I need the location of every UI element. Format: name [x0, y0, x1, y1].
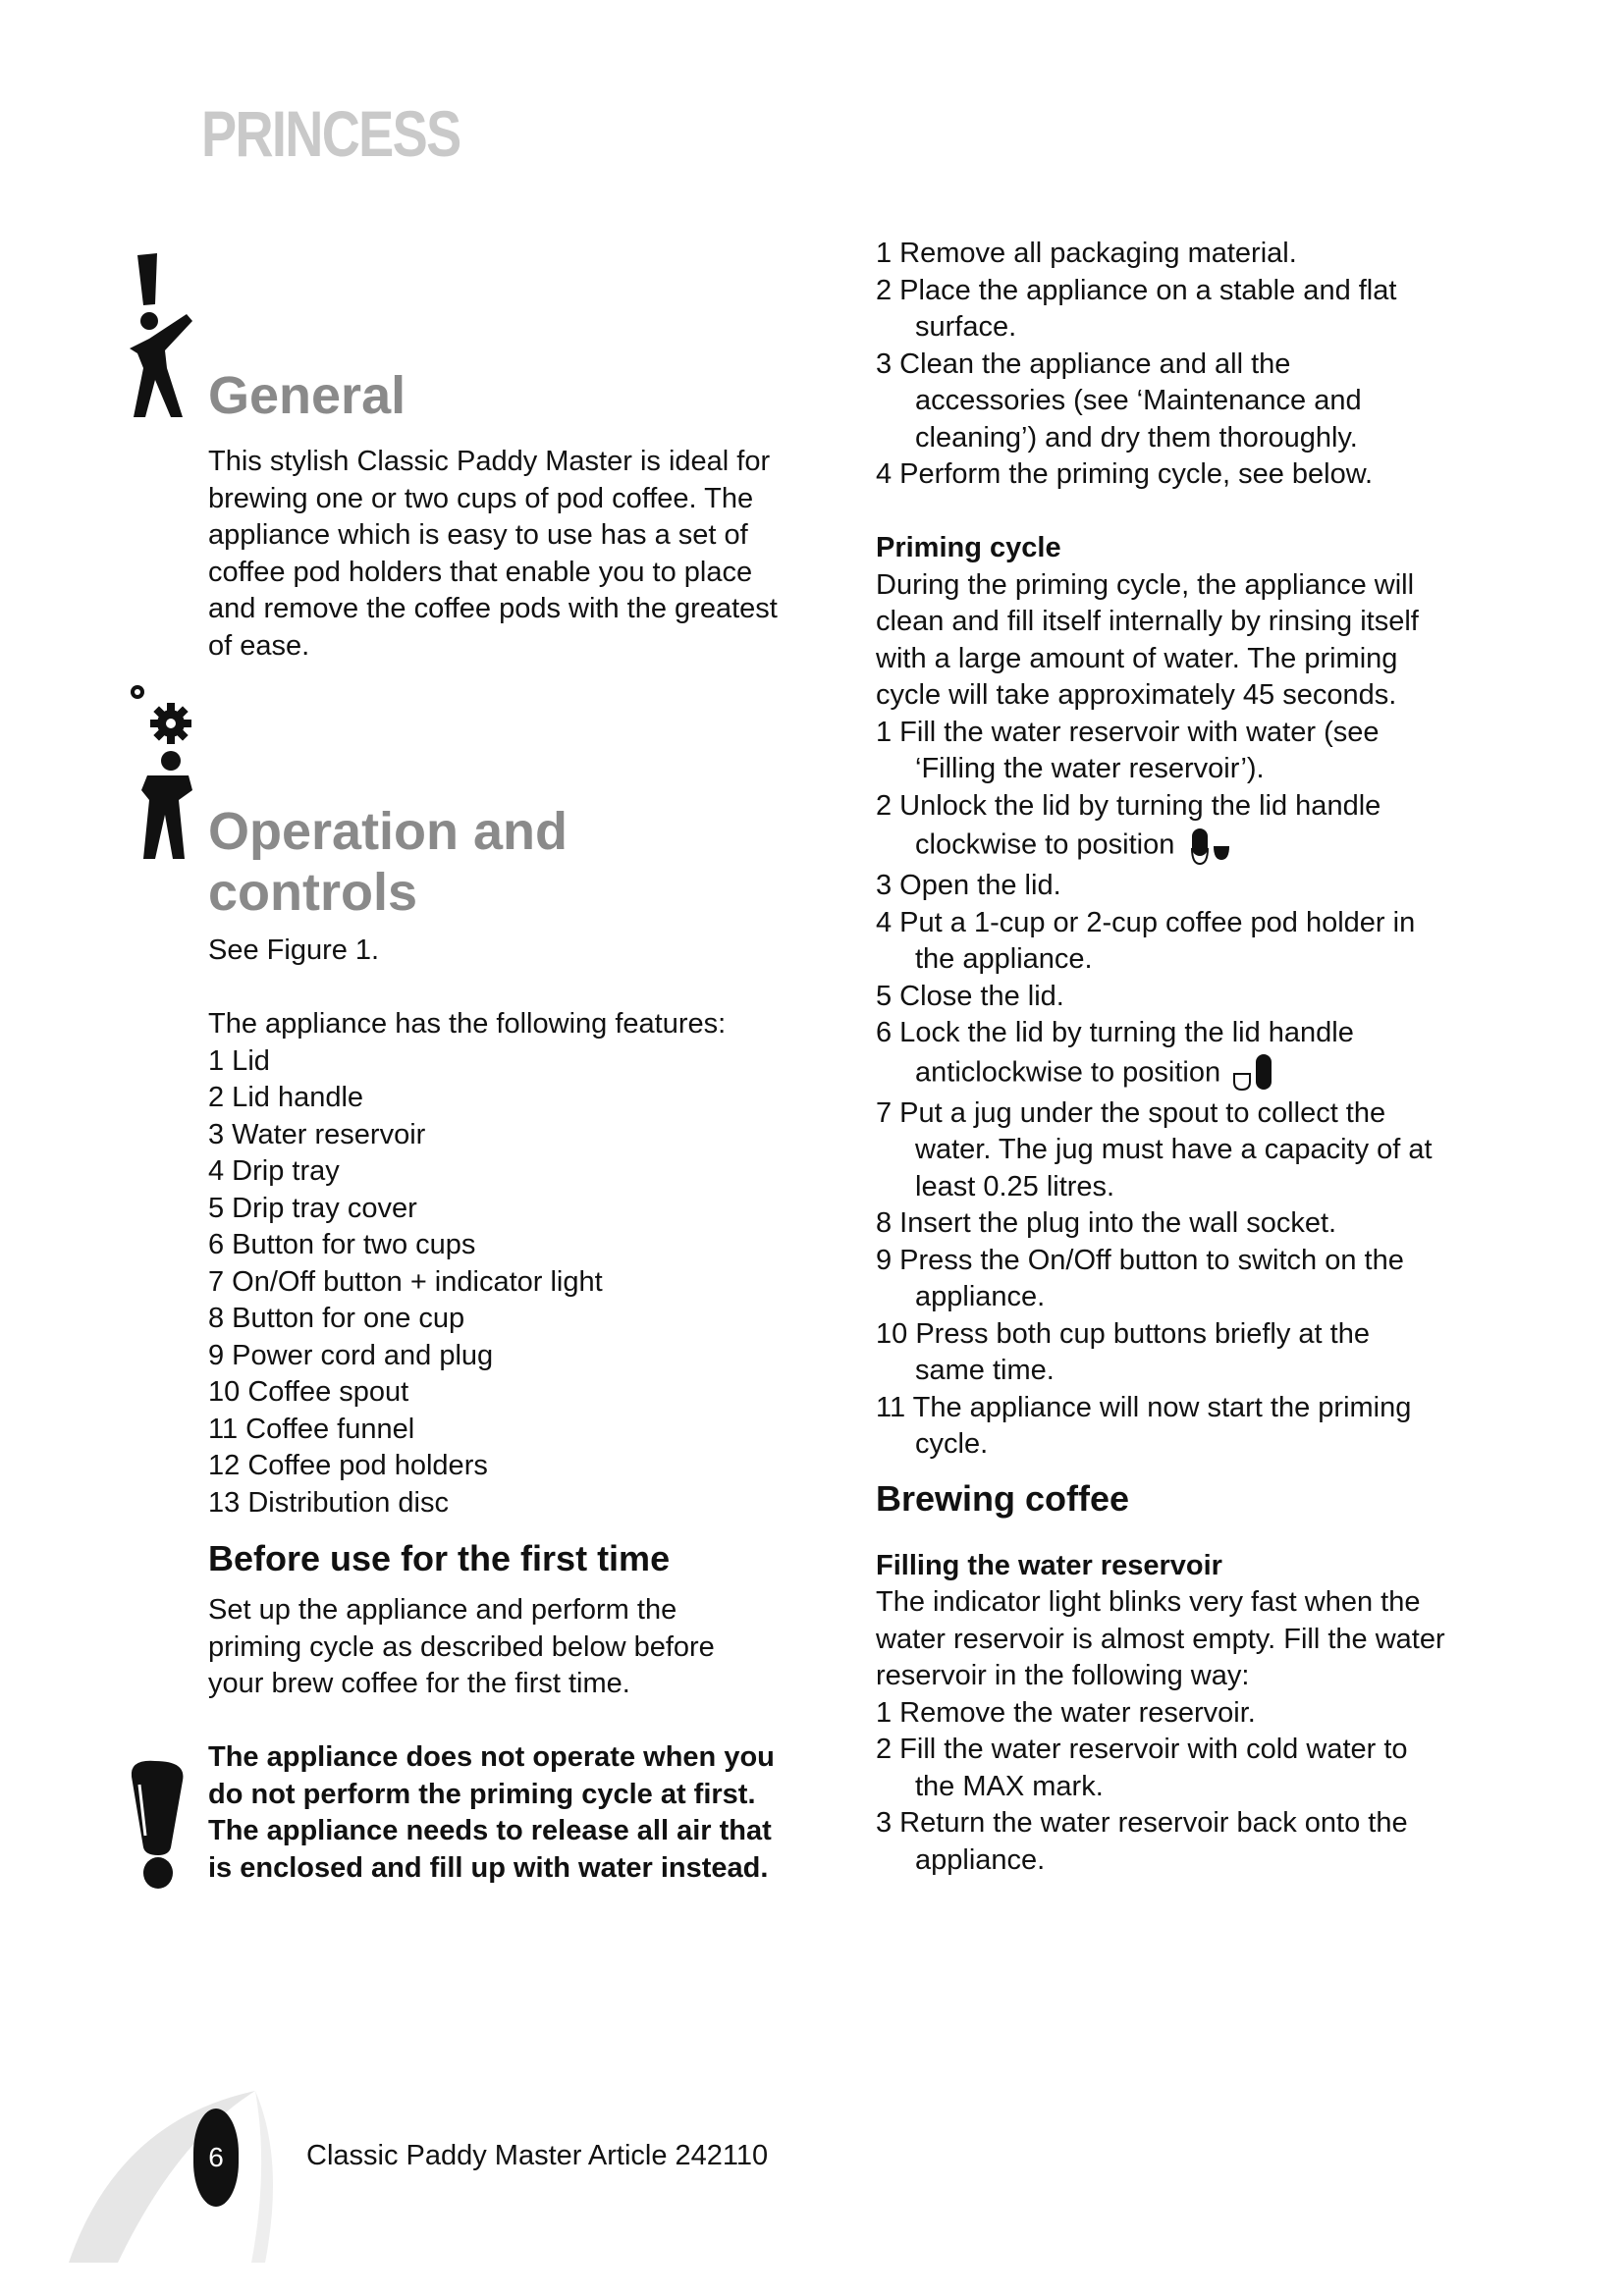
list-item: 7 Put a jug under the spout to collect the water. The jug must have a capacity of at least 0.25 litres.	[876, 1096, 1433, 1202]
list-item: 4 Perform the priming cycle, see below.	[876, 458, 1374, 490]
list-item: 1 Lid	[208, 1044, 270, 1077]
filling-heading: Filling the water reservoir	[876, 1549, 1222, 1581]
operation-section	[208, 801, 778, 1887]
features-intro: The appliance has the following features:	[208, 1008, 727, 1040]
list-item: 4 Drip tray	[208, 1155, 340, 1187]
warning-text: The appliance does not operate when you do not perform the priming cycle at first. The appliance needs to release all air that is enclosed and fill up with water instead.	[208, 1741, 775, 1884]
operation-figure-icon	[128, 682, 206, 859]
filling-steps	[876, 1695, 1445, 1880]
list-item: 10 Coffee spout	[208, 1376, 409, 1408]
list-item: 2 Fill the water reservoir with cold water to the MAX mark.	[876, 1734, 1408, 1802]
list-item: 1 Remove all packaging material.	[876, 238, 1297, 269]
list-item: 9 Power cord and plug	[208, 1339, 494, 1371]
list-item: 1 Fill the water reservoir with water (see ‘Filling the water reservoir’).	[876, 716, 1380, 784]
list-item: 3 Clean the appliance and all the accessories (see ‘Maintenance and cleaning’) and dry them thoroughly.	[876, 347, 1362, 454]
priming-steps	[876, 715, 1445, 1464]
list-item: 5 Close the lid.	[876, 980, 1064, 1012]
list-item: 10 Press both cup buttons briefly at the same time.	[876, 1317, 1370, 1386]
attention-figure-icon	[128, 250, 206, 417]
setup-steps	[876, 236, 1445, 494]
general-body: This stylish Classic Paddy Master is ideal for brewing one or two cups of pod coffee. The appliance which is easy to use has a set of coffee pod holders that enable you to place and remove the coffee pods with the greatest of ease.	[208, 446, 778, 662]
list-item: 11 Coffee funnel	[208, 1413, 415, 1445]
before-use-heading: Before use for the first time	[208, 1538, 671, 1578]
before-use-body: Set up the appliance and perform the priming cycle as described below before your brew coffee for the first time.	[208, 1594, 715, 1699]
features-list	[208, 1043, 778, 1522]
left-column	[208, 365, 778, 665]
unlock-step-text: 2 Unlock the lid by turning the lid handle clockwise to position	[876, 789, 1381, 861]
list-item: 9 Press the On/Off button to switch on the appliance.	[876, 1244, 1404, 1312]
list-item: 3 Return the water reservoir back onto the appliance.	[876, 1807, 1408, 1876]
list-item: 6 Button for two cups	[208, 1229, 476, 1260]
list-item: 2 Lid handle	[208, 1082, 364, 1113]
list-item: 4 Put a 1-cup or 2-cup coffee pod holder in the appliance.	[876, 906, 1416, 975]
brand-logo: PRINCESS	[201, 97, 460, 170]
list-item	[876, 1015, 1445, 1095]
list-item: 12 Coffee pod holders	[208, 1450, 488, 1481]
list-item: 1 Remove the water reservoir.	[876, 1696, 1256, 1729]
general-heading: General	[208, 366, 406, 425]
decorative-swoosh	[59, 2081, 295, 2268]
list-item	[876, 788, 1445, 869]
page-number: 6	[193, 2109, 239, 2207]
list-item: 11 The appliance will now start the priming cycle.	[876, 1391, 1412, 1460]
warning-exclamation-icon	[126, 1757, 190, 1891]
footer-text: Classic Paddy Master Article 242110	[306, 2140, 769, 2171]
list-item: 3 Water reservoir	[208, 1118, 426, 1150]
operation-heading-line2: controls	[208, 863, 418, 922]
priming-intro: During the priming cycle, the appliance will clean and fill itself internally by rinsing itself with a large amount of water. The priming cycle will take approximately 45 seconds.	[876, 568, 1419, 711]
list-item: 2 Place the appliance on a stable and flat surface.	[876, 274, 1397, 343]
right-column	[876, 236, 1445, 1879]
filling-intro: The indicator light blinks very fast when the water reservoir is almost empty. Fill the water reservoir in the following way:	[876, 1586, 1445, 1691]
list-item: 8 Button for one cup	[208, 1303, 465, 1334]
locked-position-icon	[1228, 1052, 1287, 1095]
see-figure-text: See Figure 1.	[208, 934, 380, 966]
operation-heading-line1: Operation and	[208, 802, 568, 861]
list-item: 3 Open the lid.	[876, 870, 1061, 901]
lock-step-text: 6 Lock the lid by turning the lid handle anticlockwise to position	[876, 1017, 1354, 1089]
list-item: 13 Distribution disc	[208, 1486, 449, 1519]
list-item: 7 On/Off button + indicator light	[208, 1265, 603, 1298]
unlocked-position-icon	[1182, 825, 1241, 868]
list-item: 5 Drip tray cover	[208, 1192, 417, 1224]
list-item: 8 Insert the plug into the wall socket.	[876, 1207, 1337, 1239]
priming-heading: Priming cycle	[876, 532, 1061, 563]
brewing-heading: Brewing coffee	[876, 1477, 1130, 1519]
